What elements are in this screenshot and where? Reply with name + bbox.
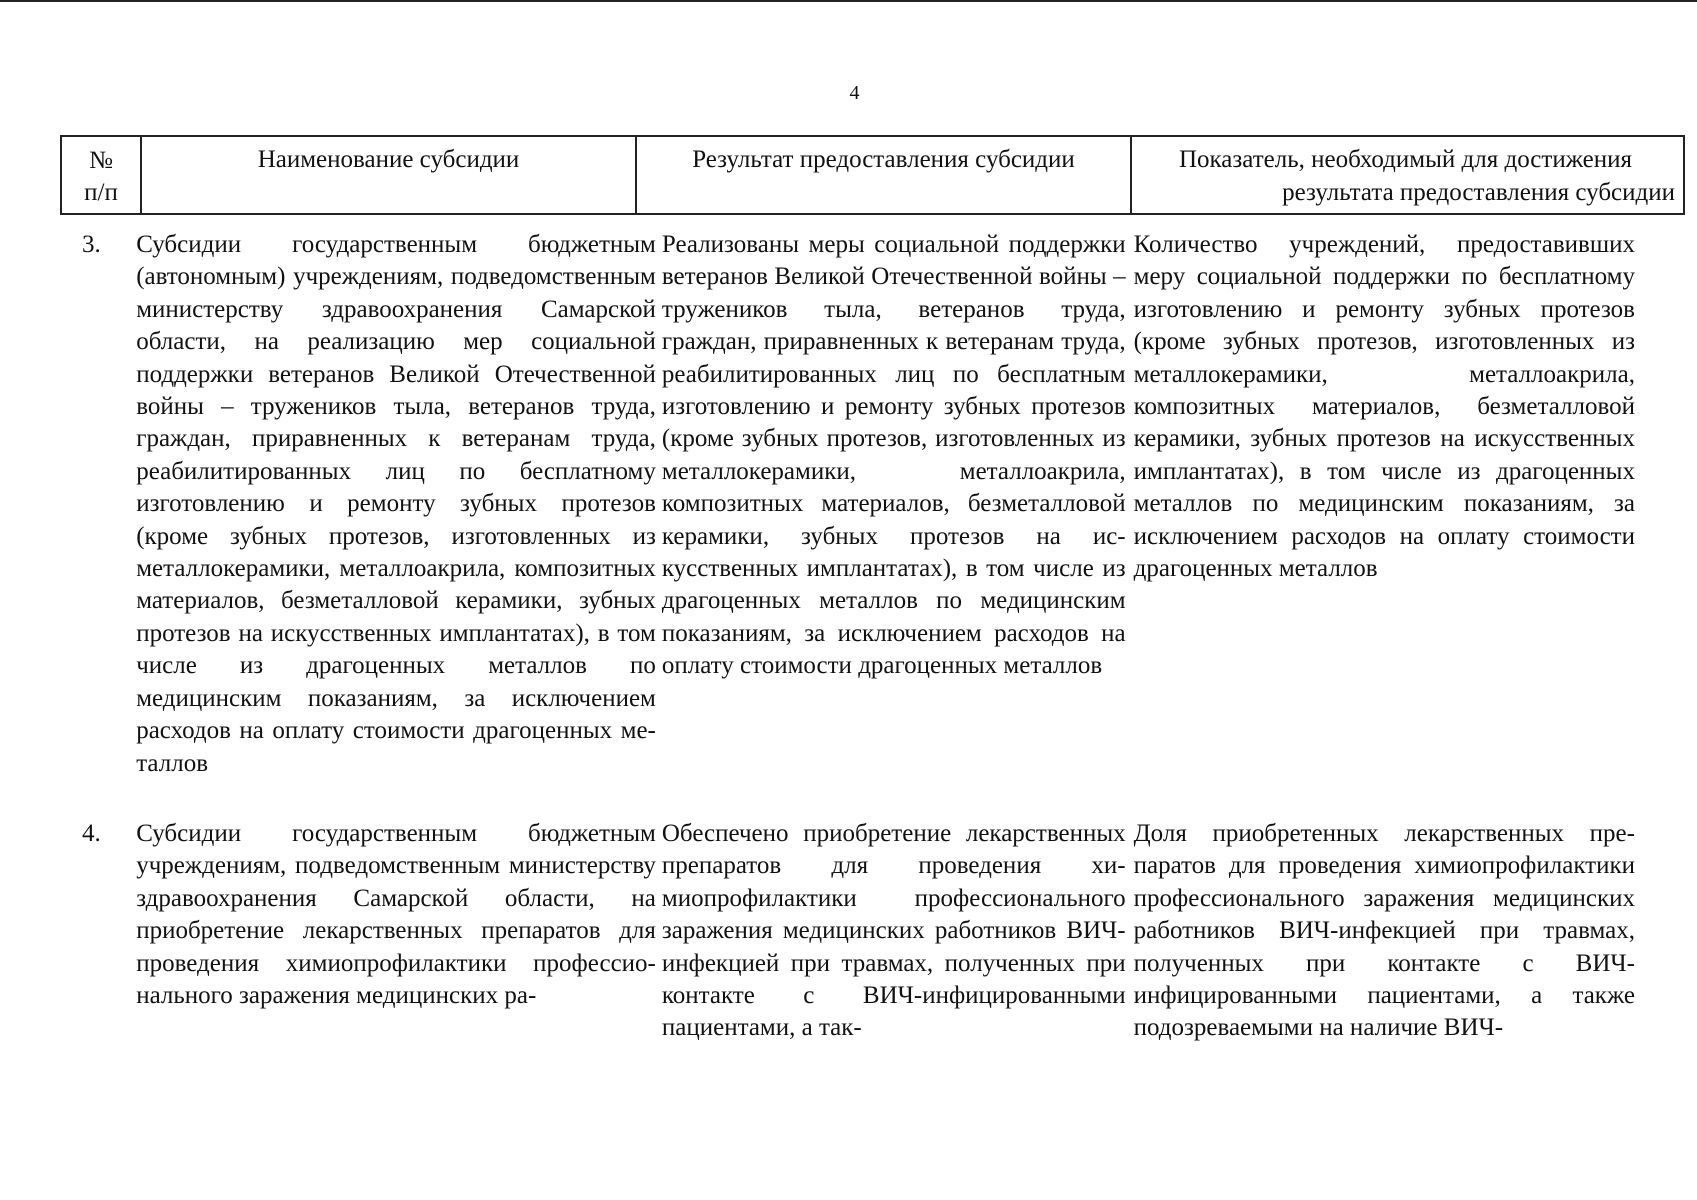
header-name: Наименование субсидии	[141, 136, 636, 214]
subsidy-indicator: Количество учреждений, предоставивших меру социальной поддержки по бесплатному изготовлению и ремонту зубных протезов (кроме зубных протезов, изготовленных из металлокерамики, металлоакрила, композитных материалов, безметалловой керамики, зубных протезов на искусственных имплантатах), в том числе из драгоценных металлов по медицинским показаниям, за исключением расходов на оплату стоимости драгоценных металлов	[1133, 231, 1635, 583]
row-number: 4.	[82, 819, 101, 847]
header-indicator	[1131, 136, 1684, 214]
table-row	[60, 818, 1641, 1045]
header-num	[61, 136, 141, 214]
row-number: 3.	[82, 231, 101, 258]
subsidy-indicator: Доля приобретенных лекарственных препаратов для проведения химиопрофилактики профессионального заражения медицинских работников ВИЧ-инфекцией при травмах, полученных при контакте с ВИЧ-инфицированными пациентами, а также подозреваемыми на наличие ВИЧ-	[1133, 819, 1635, 1042]
header-indicator-line1: Показатель, необходимый для достижения	[1178, 146, 1633, 173]
subsidy-name: Субсидии государственным бюджетным учреждениям, подведомственным министерству здравоохранения Самарской области, на приобретение лекарственных препаратов для проведения химиопрофилактики профессионального заражения медицинских ра-	[136, 819, 656, 1009]
table-body	[60, 229, 1641, 1045]
table-row	[60, 229, 1641, 780]
header-result: Результат предоставления субсидии	[636, 136, 1131, 214]
subsidy-table-header	[60, 135, 1685, 215]
subsidy-result: Реализованы меры социальной поддержки ветеранов Великой Отечественной войны – тружеников тыла, ветеранов труда, граждан, приравненных к ветеранам труда, реабилитированных лиц по бесплатным изготовлению и ремонту зубных протезов (кроме зубных протезов, изготовленных из металлокерамики, металлоакрила, композитных материалов, безметалловой керамики, зубных протезов на искусственных имплантатах), в том числе из драгоценных металлов по медицинским показаниям, за исключением расходов на оплату стоимости драгоценных металлов	[661, 231, 1126, 680]
page-number: 4	[849, 82, 860, 104]
scan-top-edge	[0, 0, 1697, 2]
subsidy-name: Субсидии государственным бюджетным (автономным) учреждениям, подведомственным министерству здравоохранения Самарской области, на реализацию мер социальной поддержки ветеранов Великой Отечественной войны – тружеников тыла, ветеранов труда, граждан, приравненных к ветеранам труда, реабилитированных лиц по бесплатному изготовлению и ремонту зубных протезов (кроме зубных протезов, изготовленных из металлокерамики, металлоакрила, композитных материалов, безметалловой керамики, зубных протезов на искусственных имплантатах), в том числе из драгоценных металлов по медицинским показаниям, за исключением расходов на оплату стоимости драгоценных металлов	[136, 231, 656, 777]
header-indicator-line2: результата предоставления субсидии	[1282, 179, 1675, 206]
header-row	[61, 136, 1684, 214]
header-num-text: № п/п	[84, 147, 118, 206]
subsidy-result: Обеспечено приобретение лекарственных препаратов для проведения химиопрофилактики профессионального заражения медицинских работников ВИЧ-инфекцией при травмах, полученных при контакте с ВИЧ-инфицированными пациентами, а так-	[661, 819, 1126, 1042]
